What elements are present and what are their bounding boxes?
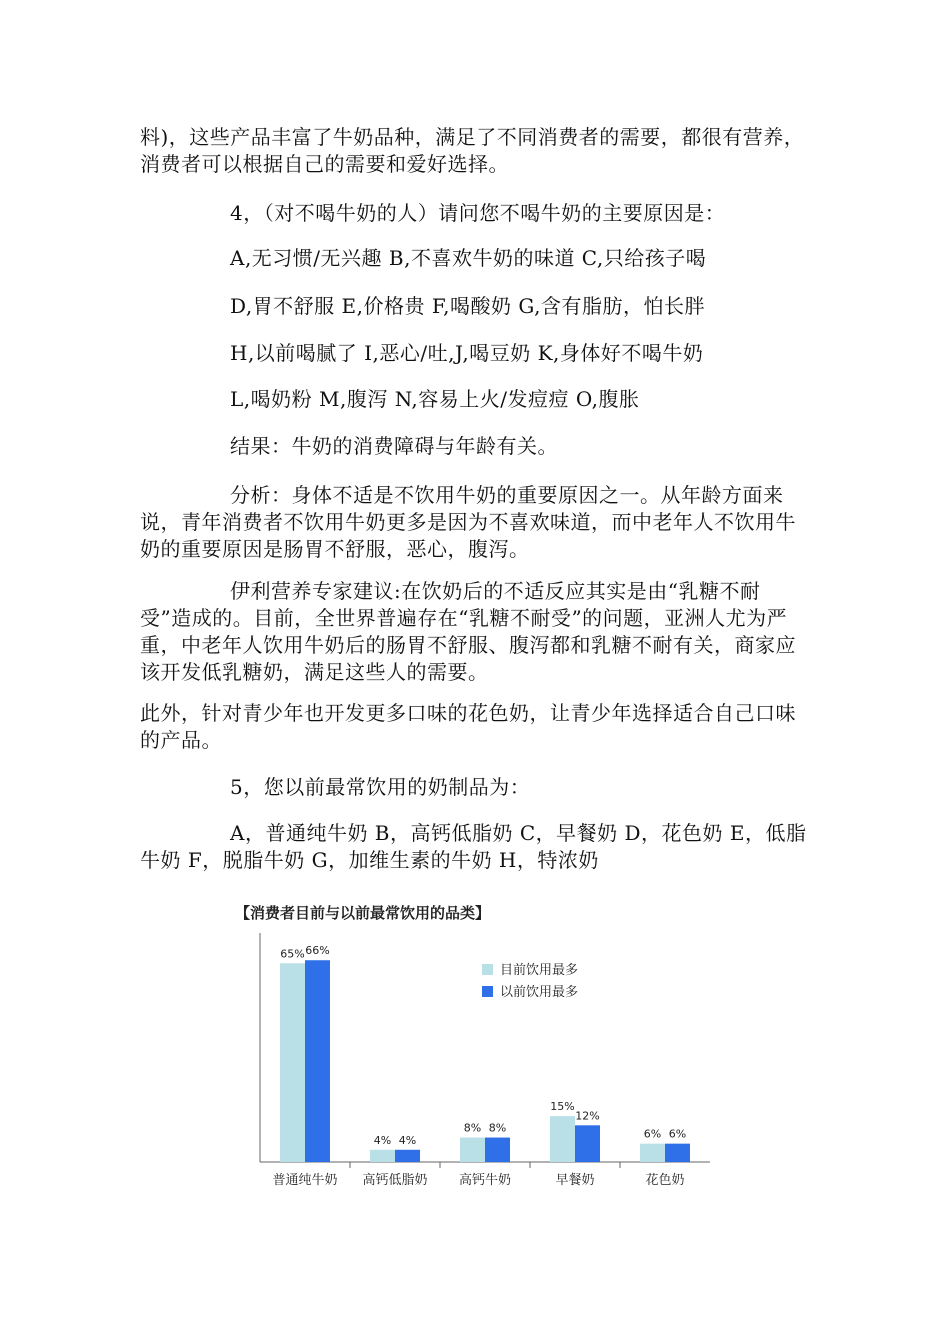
- legend-label-0: 目前饮用最多: [500, 963, 579, 978]
- data-label-current-3: 15%: [550, 1100, 575, 1114]
- bar-previous-0: [305, 960, 330, 1162]
- expert-advice-paragraph: 伊利营养专家建议:在饮奶后的不适反应其实是由“乳糖不耐受”造成的。目前，全世界普遍存在“乳糖不耐受”的问题，亚洲人尤为严重，中老年人饮用牛奶后的肠胃不舒服、腹泻都和乳糖不耐有关，商家应该开发低乳糖奶，满足这些人的需要。: [140, 579, 796, 684]
- question-5: 5，您以前最常饮用的奶制品为：: [230, 775, 531, 799]
- options-line-1: A,无习惯/无兴趣 B,不喜欢牛奶的味道 C,只给孩子喝: [230, 246, 707, 270]
- analysis-paragraph: 分析：身体不适是不饮用牛奶的重要原因之一。从年龄方面来说，青年消费者不饮用牛奶更多是因为不喜欢味道，而中老年人不饮用牛奶的重要原因是肠胃不舒服，恶心，腹泻。: [140, 483, 796, 561]
- options-line-2: D,胃不舒服 E,价格贵 F,喝酸奶 G,含有脂肪，怕长胖: [230, 294, 705, 318]
- bar-previous-4: [665, 1144, 690, 1162]
- x-tick-label-0: 普通纯牛奶: [272, 1173, 338, 1188]
- data-label-previous-1: 4%: [398, 1133, 417, 1147]
- options-line-3: H,以前喝腻了 I,恶心/吐,J,喝豆奶 K,身体好不喝牛奶: [230, 341, 704, 365]
- bar-previous-2: [485, 1138, 510, 1162]
- data-label-current-2: 8%: [463, 1121, 482, 1135]
- bar-previous-1: [395, 1150, 420, 1162]
- data-label-current-0: 65%: [280, 947, 305, 961]
- chart-svg: [220, 898, 720, 1203]
- options-question-5: A，普通纯牛奶 B，高钙低脂奶 C，早餐奶 D，花色奶 E，低脂牛奶 F，脱脂牛奶 G，加维生素的牛奶 H，特浓奶: [140, 821, 807, 872]
- data-label-previous-0: 66%: [305, 944, 330, 958]
- legend-swatch-0: [482, 964, 493, 975]
- data-label-current-1: 4%: [373, 1133, 392, 1147]
- legend-swatch-1: [482, 986, 493, 997]
- bar-current-1: [370, 1150, 395, 1162]
- additional-paragraph: 此外，针对青少年也开发更多口味的花色奶，让青少年选择适合自己口味的产品。: [140, 701, 796, 752]
- data-label-previous-3: 12%: [575, 1109, 600, 1123]
- chart-title: 【消费者目前与以前最常饮用的品类】: [235, 904, 491, 922]
- bar-current-3: [550, 1116, 575, 1162]
- bar-current-4: [640, 1144, 665, 1162]
- bar-current-2: [460, 1138, 485, 1162]
- bar-current-0: [280, 963, 305, 1162]
- x-tick-label-1: 高钙低脂奶: [362, 1173, 428, 1188]
- options-line-4: L,喝奶粉 M,腹泻 N,容易上火/发痘痘 O,腹胀: [230, 387, 640, 411]
- bar-previous-3: [575, 1125, 600, 1162]
- question-4: 4，（对不喝牛奶的人）请问您不喝牛奶的主要原因是：: [230, 201, 726, 225]
- x-tick-label-3: 早餐奶: [555, 1173, 595, 1188]
- data-label-current-4: 6%: [643, 1127, 662, 1141]
- x-tick-label-4: 花色奶: [645, 1173, 685, 1188]
- bar-chart: [220, 898, 720, 1203]
- data-label-previous-4: 6%: [668, 1127, 687, 1141]
- paragraph-products: 料)，这些产品丰富了牛奶品种，满足了不同消费者的需要，都很有营养，消费者可以根据自己的需要和爱好选择。: [140, 125, 805, 176]
- legend-label-1: 以前饮用最多: [500, 985, 579, 1000]
- x-tick-label-2: 高钙牛奶: [458, 1173, 512, 1188]
- result-text: 结果：牛奶的消费障碍与年龄有关。: [230, 434, 558, 458]
- data-label-previous-2: 8%: [488, 1121, 507, 1135]
